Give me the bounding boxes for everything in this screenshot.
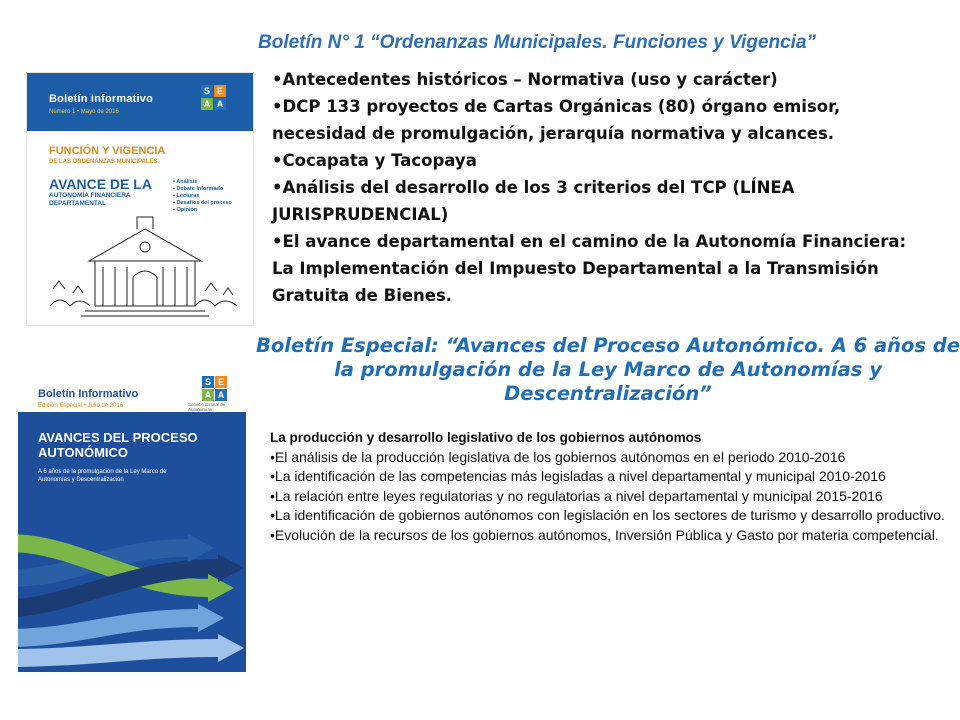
list-item: •La identificación de gobiernos autónomos con legislación en los sectores de turismo y desarrollo productivo. (270, 507, 945, 524)
bulletin-1-cover (26, 72, 254, 326)
special-bulletin-topics (270, 428, 950, 546)
sea-logo (202, 376, 227, 401)
cover-issue: Edición Especial • Julio de 2016 (38, 403, 124, 409)
cover-heading-1: FUNCIÓN Y VIGENCIA (49, 145, 166, 157)
logo-letter: A (201, 98, 213, 110)
list-item: •El avance departamental en el camino de la Autonomía Financiera: La Implementación del Impuesto Departamental a la Transmisión Gratuita de Bienes. (272, 232, 907, 305)
special-bulletin-title: Boletín Especial: “Avances del Proceso Autonómico. A 6 años de la promulgación de la Ley Marco de Autonomías y Descentralización” (256, 334, 960, 405)
list-item: •Antecedentes históricos – Normativa (uso y carácter) (272, 70, 778, 89)
cover-heading-1-sub: DE LAS ORDENANZAS MUNICIPALES (49, 159, 158, 165)
cover-subheading: A 6 años de la promulgación de la Ley Marco de Autonomías y Descentralización (38, 469, 167, 483)
cover-kicker: Boletín Informativo (49, 93, 154, 105)
cover-heading: AVANCES DEL PROCESO AUTONÓMICO (38, 430, 198, 460)
list-item: • Opinión (173, 207, 232, 214)
logo-letter: A (214, 98, 226, 110)
bulletin-1-topics (272, 66, 932, 309)
cover-kicker: Boletín Informativo (38, 388, 139, 400)
list-item: • Desafíos del proceso (173, 200, 232, 207)
logo-letter: A (202, 389, 214, 401)
bulletin-1-title: Boletín N° 1 “Ordenanzas Municipales. Funciones y Vigencia” (258, 32, 817, 53)
list-item: •El análisis de la producción legislativa de los gobiernos autónomos en el periodo 2010-2016 (270, 448, 846, 465)
list-item: •Cocapata y Tacopaya (272, 151, 477, 170)
list-item: •La relación entre leyes regulatorias y no regulatorias a nivel departamental y municipal 2015-2016 (270, 487, 883, 504)
cover-contents-list (173, 179, 232, 214)
logo-letter: A (215, 389, 227, 401)
government-building-illustration (45, 211, 245, 321)
arrows-illustration (18, 508, 246, 672)
list-item: •La identificación de las competencias más legisladas a nivel departamental y municipal 2010-2016 (270, 468, 886, 485)
cover-heading-2-sub: AUTONOMÍA FINANCIERA DEPARTAMENTAL (49, 192, 131, 207)
list-item: • Debate Informado (173, 186, 232, 193)
logo-caption: Servicio Estatal de Autonomías (188, 402, 226, 412)
logo-letter: S (201, 85, 213, 97)
topics-list (270, 448, 950, 546)
logo-letter: E (215, 376, 227, 388)
list-item: • Análisis (173, 179, 232, 186)
logo-letter: E (214, 85, 226, 97)
cover-issue: Número 1 • Mayo de 2016 (49, 109, 119, 115)
cover-heading-2: AVANCE DE LA (49, 176, 152, 192)
list-item: •Evolución de la recursos de los gobiernos autónomos, Inversión Pública y Gasto por materia competencial. (270, 526, 939, 543)
list-item: •DCP 133 proyectos de Cartas Orgánicas (80) órgano emisor, necesidad de promulgación, jerarquía normativa y alcances. (272, 97, 841, 143)
list-item: •Análisis del desarrollo de los 3 criterios del TCP (LÍNEA JURISPRUDENCIAL) (272, 178, 795, 224)
sea-logo (201, 85, 226, 110)
logo-letter: S (202, 376, 214, 388)
topics-heading: La producción y desarrollo legislativo de los gobiernos autónomos (270, 430, 702, 445)
special-bulletin-cover (18, 368, 246, 672)
list-item: • Lecturas (173, 193, 232, 200)
